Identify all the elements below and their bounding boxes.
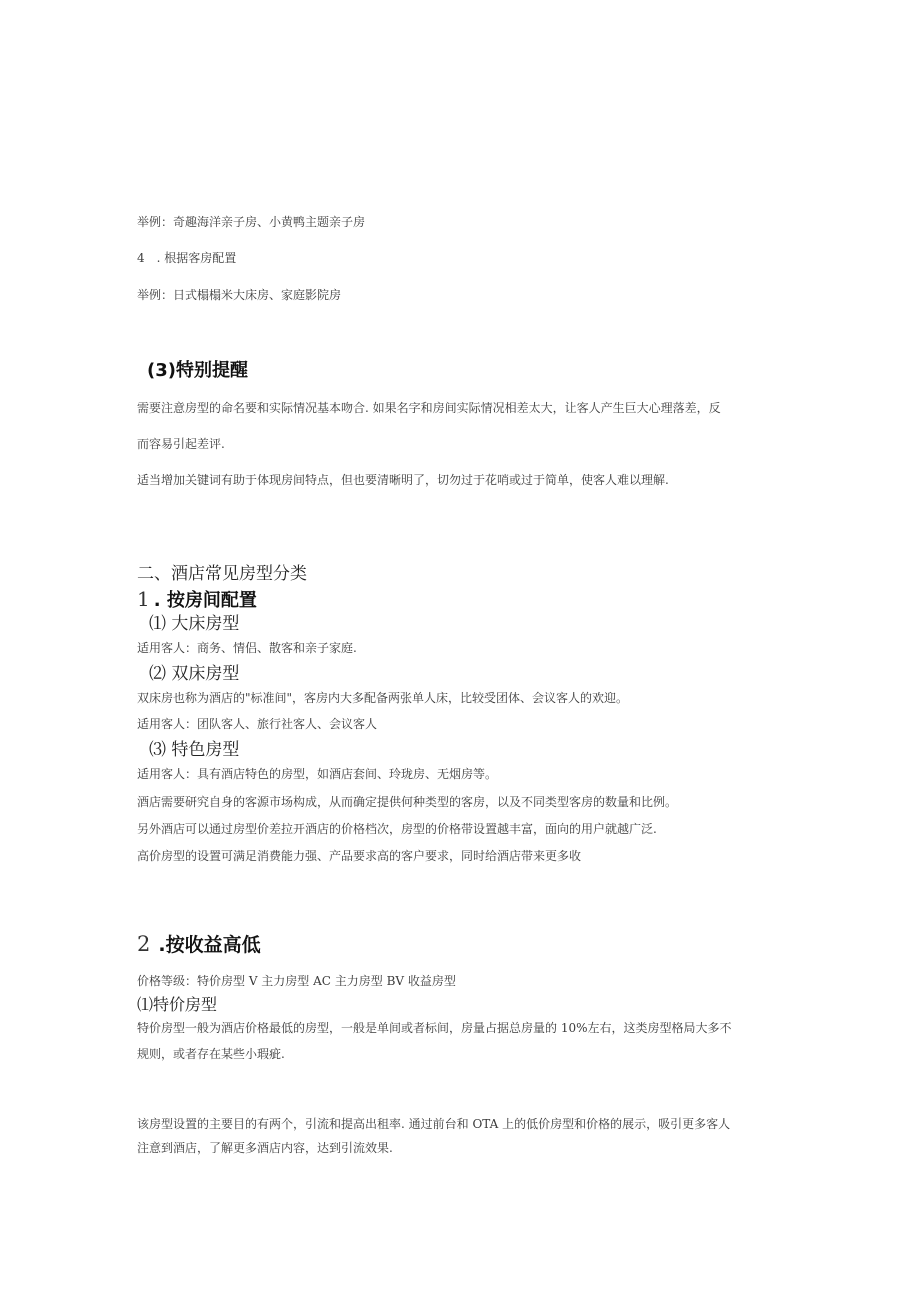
subsection-1-title: . 按房间配置 [153, 590, 257, 611]
subsection-2-heading [137, 934, 261, 955]
reminder-paragraph-1b: 而容易引起差评. [137, 437, 225, 451]
subsection-2-title: .按收益高低 [158, 934, 261, 956]
subsection-1-heading [137, 589, 257, 610]
reminder-paragraph-2: 适当增加关键词有助于体现房间特点，但也要清晰明了，切勿过于花哨或过于简单，使客人难以理解. [137, 473, 669, 487]
special-room-title: ⑴特价房型 [137, 995, 218, 1014]
room-type-2-title: ⑵ 双床房型 [149, 664, 240, 684]
purpose-paragraph-a: 该房型设置的主要目的有两个，引流和提高出租率. 通过前台和 OTA 上的低价房型和价格的展示，吸引更多客人 [137, 1117, 731, 1131]
example-line-2: 举例：日式榻榻米大床房、家庭影院房 [137, 288, 342, 302]
paragraph-price-tiers: 另外酒店可以通过房型价差拉开酒店的价格档次，房型的价格带设置越丰富，面向的用户就越广泛. [137, 822, 657, 836]
room-type-2-description: 双床房也称为酒店的"标准间"，客房内大多配备两张单人床，比较受团体、会议客人的欢迎。 [137, 691, 629, 705]
paragraph-high-price: 高价房型的设置可满足消费能力强、产品要求高的客户要求，同时给酒店带来更多收 [137, 849, 582, 863]
purpose-paragraph-b: 注意到酒店，了解更多酒店内容，达到引流效果. [137, 1141, 393, 1155]
subsection-1-number: 1 [137, 587, 150, 611]
example-line-1: 举例：奇趣海洋亲子房、小黄鸭主题亲子房 [137, 215, 366, 229]
reminder-paragraph-1a: 需要注意房型的命名要和实际情况基本吻合. 如果名字和房间实际情况相差太大，让客人产生巨大心理落差，反 [137, 401, 721, 415]
section-2-title: 二、酒店常见房型分类 [137, 564, 307, 584]
room-type-2-guests: 适用客人：团队客人、旅行社客人、会议客人 [137, 717, 378, 731]
reminder-heading: (3)特别提醒 [147, 360, 248, 381]
room-type-3-guests: 适用客人：具有酒店特色的房型，如酒店套间、玲珑房、无烟房等。 [137, 767, 498, 781]
list-item-4: 4 . 根据客房配置 [137, 251, 237, 265]
special-room-paragraph-b: 规则，或者存在某些小瑕疵. [137, 1047, 285, 1061]
price-levels-line: 价格等级：特价房型 V 主力房型 AC 主力房型 BV 收益房型 [137, 974, 456, 988]
subsection-2-number: 2 [137, 932, 151, 956]
paragraph-market: 酒店需要研究自身的客源市场构成，从而确定提供何种类型的客房，以及不同类型客房的数量和比例。 [137, 795, 678, 809]
room-type-1-title: ⑴ 大床房型 [149, 614, 240, 634]
special-room-paragraph-a: 特价房型一般为酒店价格最低的房型，一般是单间或者标间，房量占据总房量的 10%左右，这类房型格局大多不 [137, 1021, 732, 1035]
room-type-3-title: ⑶ 特色房型 [149, 740, 240, 760]
room-type-1-guests: 适用客人：商务、情侣、散客和亲子家庭. [137, 641, 357, 655]
